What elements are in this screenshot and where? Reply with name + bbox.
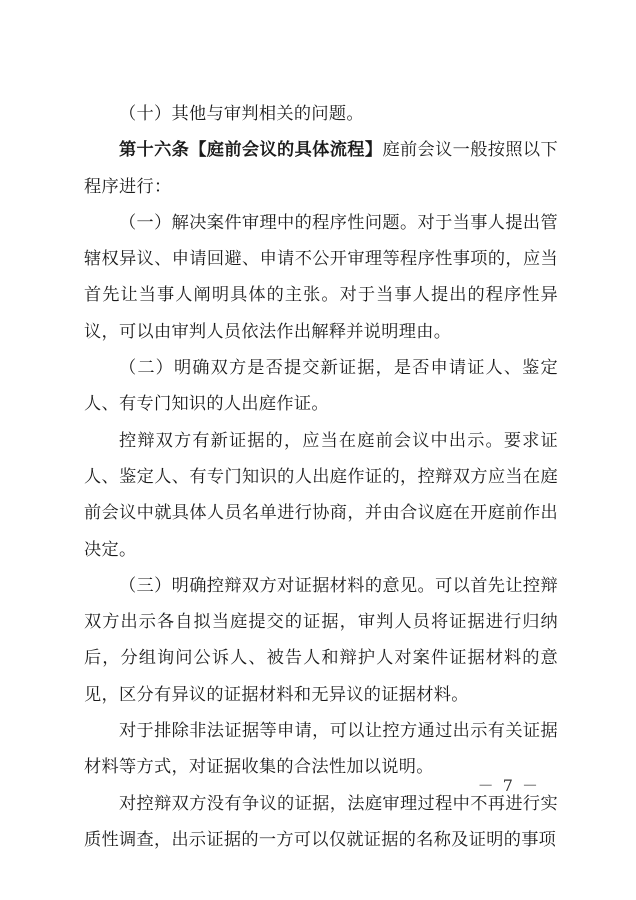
paragraph-new-evidence: 控辩双方有新证据的，应当在庭前会议中出示。要求证人、鉴定人、有专门知识的人出庭作证的，控辩双方应当在庭前会议中就具体人员名单进行协商，并由合议庭在开庭前作出决定。 — [84, 430, 558, 560]
paragraph-item-one: （一）解决案件审理中的程序性问题。对于当事人提出管辖权异议、申请回避、申请不公开审理等程序性事项的，应当首先让当事人阐明具体的主张。对于当事人提出的程序性异议，可以由审判人员依法作出解释并说明理由。 — [84, 212, 558, 342]
paragraph-article-sixteen: 第十六条【庭前会议的具体流程】庭前会议一般按照以下程序进行： — [84, 140, 558, 197]
paragraph-item-two: （二）明确双方是否提交新证据，是否申请证人、鉴定人、有专门知识的人出庭作证。 — [84, 358, 558, 415]
article-heading: 第十六条【庭前会议的具体流程】 — [119, 140, 383, 161]
paragraph-undisputed-evidence: 对控辩双方没有争议的证据，法庭审理过程中不再进行实质性调查，出示证据的一方可以仅就证据的名称及证明的事项 — [84, 793, 558, 850]
page-number: － 7 － — [477, 776, 540, 795]
paragraph-item-three: （三）明确控辩双方对证据材料的意见。可以首先让控辩双方出示各自拟当庭提交的证据，审判人员将证据进行归纳后，分组询问公诉人、被告人和辩护人对案件证据材料的意见，区分有异议的证据材料和无异议的证据材料。 — [84, 575, 558, 705]
paragraph-illegal-evidence: 对于排除非法证据等申请，可以让控方通过出示有关证据材料等方式，对证据收集的合法性加以说明。 — [84, 721, 558, 778]
paragraph-item-ten: （十）其他与审判相关的问题。 — [119, 104, 364, 124]
document-body — [84, 96, 558, 858]
